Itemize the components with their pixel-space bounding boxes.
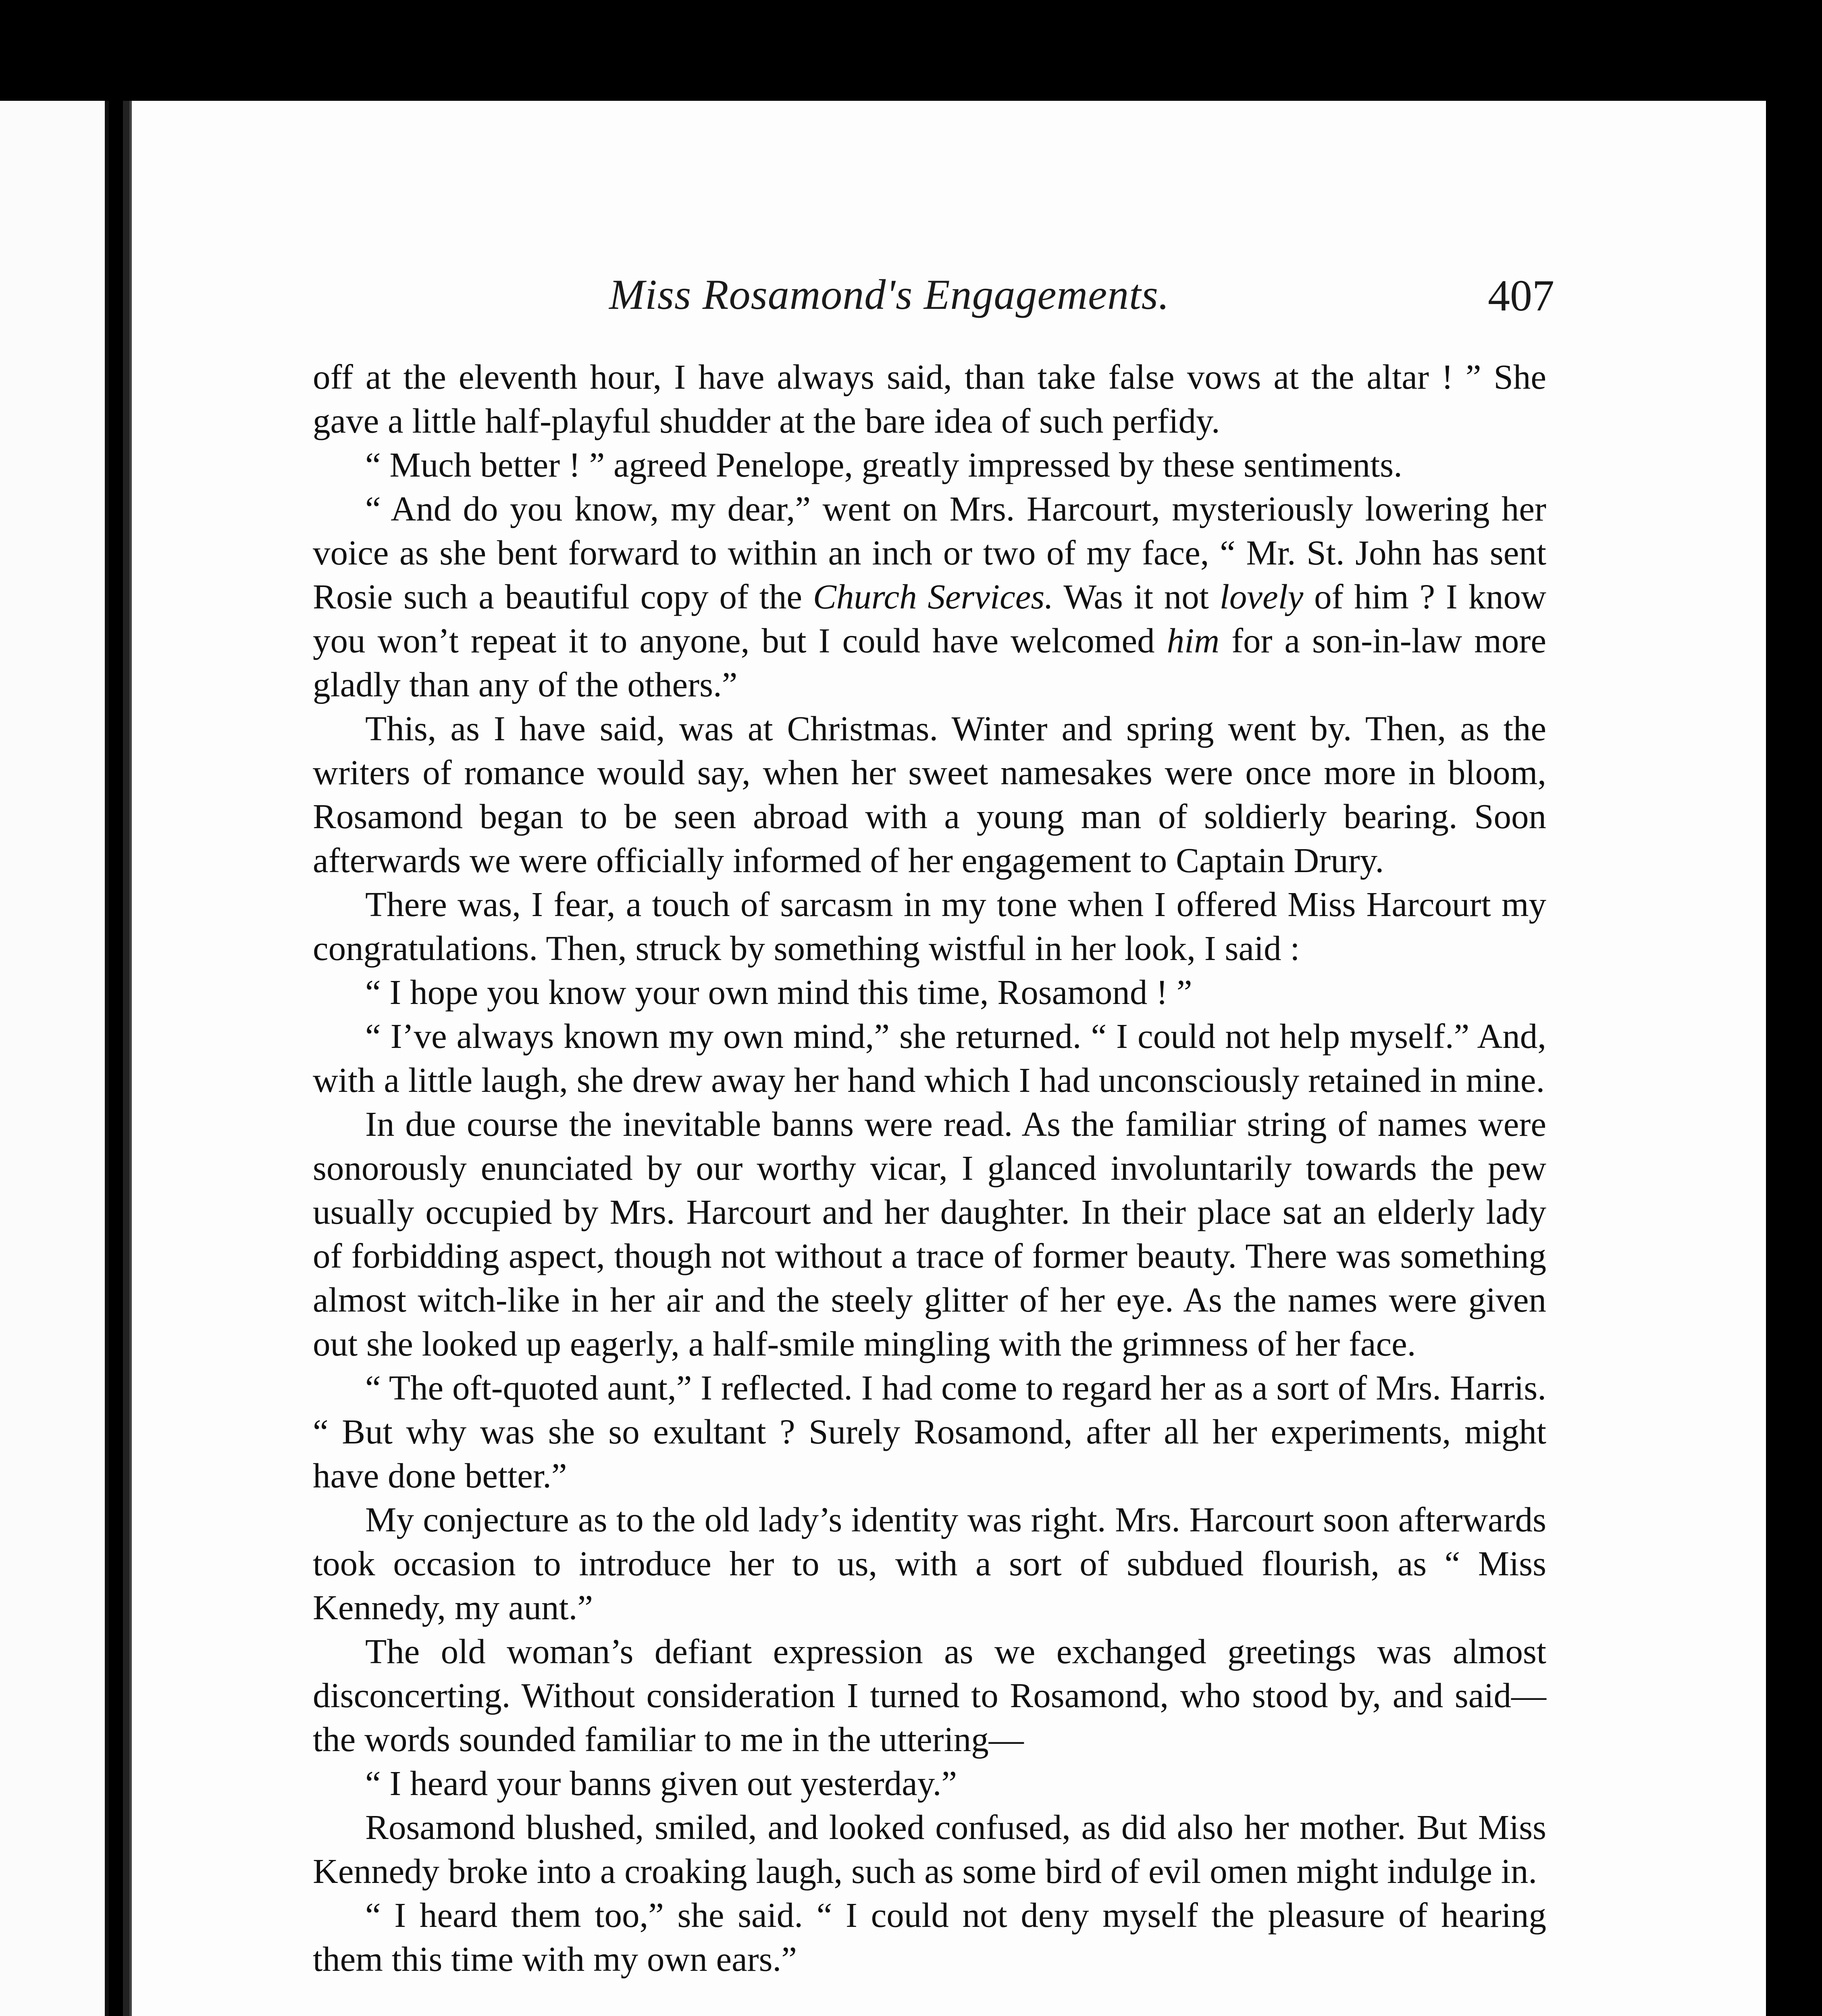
- text-run: “ The oft-quoted aunt,” I reflected. I had come to regard her as a sort of Mrs. Harris. “ But why was she so exultant ? Surely Rosamond, after all her experiments, might have done better.”: [313, 1368, 1546, 1495]
- paragraph: [313, 1761, 1546, 1805]
- page-number: 407: [1488, 271, 1554, 320]
- paragraph: [313, 1805, 1546, 1893]
- text-run: “ And do you know, my dear,” went on Mrs. Harcourt, mysteriously lowering her voice as she bent forward to within an inch or two of my face, “ Mr. St. John has sent Rosie such a beautiful copy of the: [313, 489, 1546, 616]
- paragraph: [313, 1629, 1546, 1761]
- running-head-title: Miss Rosamond's Engagements.: [609, 271, 1170, 318]
- text-run: of him ? I know you won’t repeat it to anyone, but I could have welcomed: [313, 577, 1546, 660]
- book-page: [123, 101, 1766, 2016]
- paragraph: [313, 970, 1546, 1014]
- italic-text: him: [1167, 621, 1220, 660]
- italic-text: lovely: [1219, 577, 1304, 616]
- body-text: [313, 355, 1546, 1981]
- running-head: [313, 262, 1554, 355]
- text-run: The old woman’s defiant expression as we exchanged greetings was almost disconcerting. Without consideration I turned to Rosamond, who stood by, and said—the words sounded familiar to me in the uttering—: [313, 1632, 1546, 1759]
- paragraph: [313, 882, 1546, 970]
- text-run: There was, I fear, a touch of sarcasm in my tone when I offered Miss Harcourt my congratulations. Then, struck by something wistful in her look, I said :: [313, 885, 1546, 968]
- text-run: “ I’ve always known my own mind,” she returned. “ I could not help myself.” And, with a little laugh, she drew away her hand which I had unconsciously retained in mine.: [313, 1016, 1546, 1100]
- text-run: Was it not: [1053, 577, 1220, 616]
- paragraph: [313, 1014, 1546, 1102]
- text-run: “ I heard them too,” she said. “ I could not deny myself the pleasure of hearing them this time with my own ears.”: [313, 1895, 1546, 1979]
- text-run: This, as I have said, was at Christmas. Winter and spring went by. Then, as the writers of romance would say, when her sweet namesakes were once more in bloom, Rosamond began to be seen abroad with a young man of soldierly bearing. Soon afterwards we were officially informed of her engagement to Captain Drury.: [313, 709, 1546, 880]
- text-run: My conjecture as to the old lady’s identity was right. Mrs. Harcourt soon afterwards took occasion to introduce her to us, with a sort of subdued flourish, as “ Miss Kennedy, my aunt.”: [313, 1500, 1546, 1627]
- paragraph: [313, 443, 1546, 487]
- paragraph: [313, 1893, 1546, 1981]
- page-content: [313, 262, 1554, 1981]
- paragraph: [313, 1366, 1546, 1497]
- text-run: “ I hope you know your own mind this time, Rosamond ! ”: [365, 973, 1192, 1012]
- paragraph: [313, 1497, 1546, 1629]
- italic-text: Church Services.: [813, 577, 1053, 616]
- text-run: for a son-in-law more gladly than any of the others.”: [313, 621, 1546, 704]
- text-run: Rosamond blushed, smiled, and looked confused, as did also her mother. But Miss Kennedy broke into a croaking laugh, such as some bird of evil omen might indulge in.: [313, 1808, 1546, 1891]
- text-run: “ I heard your banns given out yesterday.”: [365, 1764, 957, 1803]
- paragraph: [313, 706, 1546, 882]
- text-run: “ Much better ! ” agreed Penelope, greatly impressed by these sentiments.: [365, 445, 1402, 484]
- text-run: off at the eleventh hour, I have always said, than take false vows at the altar ! ” She gave a little half-playful shudder at the bare idea of such perfidy.: [313, 357, 1546, 440]
- paragraph: [313, 487, 1546, 706]
- text-run: In due course the inevitable banns were read. As the familiar string of names were sonorously enunciated by our worthy vicar, I glanced involuntarily towards the pew usually occupied by Mrs. Harcourt and her daughter. In their place sat an elderly lady of forbidding aspect, though not without a trace of former beauty. There was something almost witch-like in her air and the steely glitter of her eye. As the names were given out she looked up eagerly, a half-smile mingling with the grimness of her face.: [313, 1104, 1546, 1363]
- paragraph: [313, 1102, 1546, 1366]
- facing-page-edge: [0, 101, 109, 2016]
- paragraph: [313, 355, 1546, 443]
